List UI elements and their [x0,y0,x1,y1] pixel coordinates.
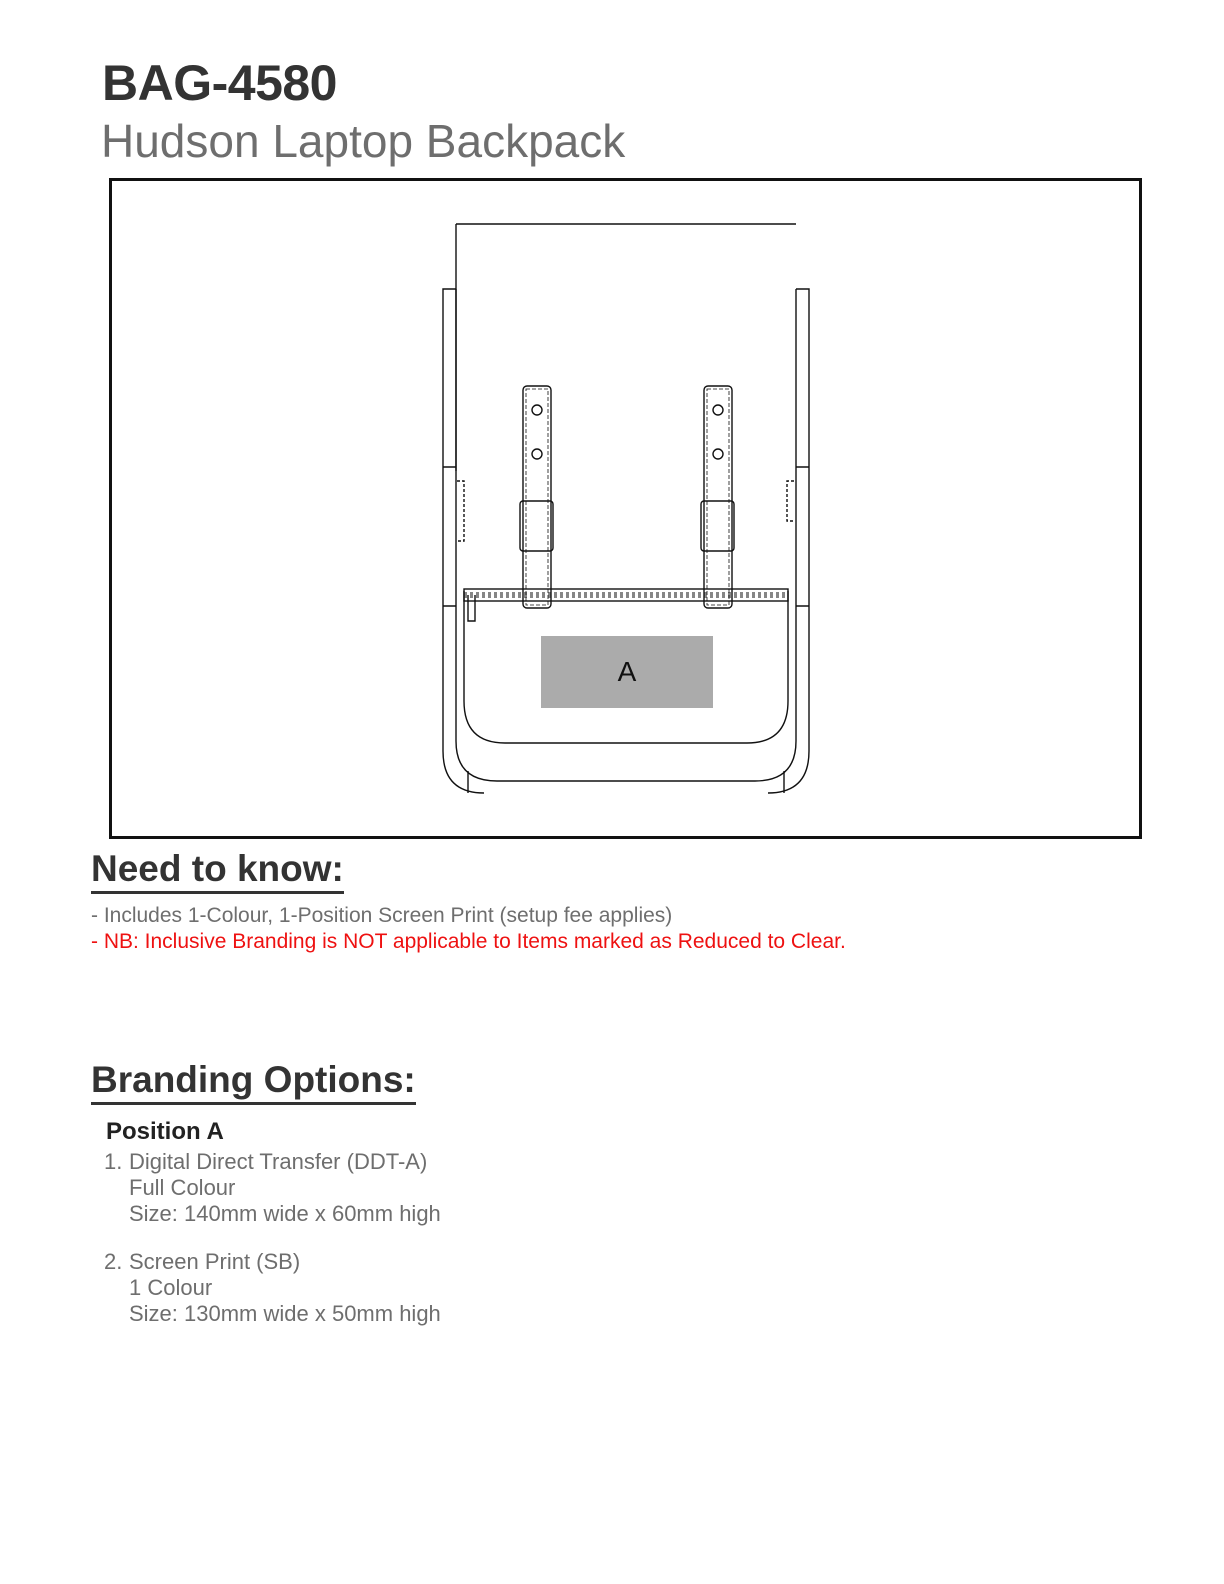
note-reduced-to-clear-warning: - NB: Inclusive Branding is NOT applicable to Items marked as Reduced to Clear. [91,930,846,953]
option-number: 2. [104,1249,123,1274]
product-name: Hudson Laptop Backpack [101,115,626,167]
left-front-strap [520,386,553,608]
need-to-know-heading: Need to know: [91,850,344,894]
right-side-strap [787,481,794,521]
option-method: Digital Direct Transfer (DDT-A) [129,1149,428,1174]
option-size: Size: 140mm wide x 60mm high [129,1201,441,1226]
option-size: Size: 130mm wide x 50mm high [129,1301,441,1326]
zipper-pull [468,595,475,621]
right-front-strap [701,386,734,608]
branding-position-a: A [541,636,713,708]
option-colour: Full Colour [129,1175,236,1200]
backpack-top-panel [456,224,796,471]
left-side-strap [457,481,464,541]
backpack-line-drawing [112,181,1139,836]
option-number: 1. [104,1149,123,1174]
note-includes-print: - Includes 1-Colour, 1-Position Screen Print (setup fee applies) [91,904,673,927]
option-colour: 1 Colour [129,1275,213,1300]
branding-options-heading: Branding Options: [91,1061,416,1105]
product-sku: BAG-4580 [102,55,337,111]
backpack-right-side [768,289,809,793]
option-method: Screen Print (SB) [129,1249,301,1274]
position-a-title: Position A [106,1118,224,1145]
product-drawing-frame [109,178,1142,839]
